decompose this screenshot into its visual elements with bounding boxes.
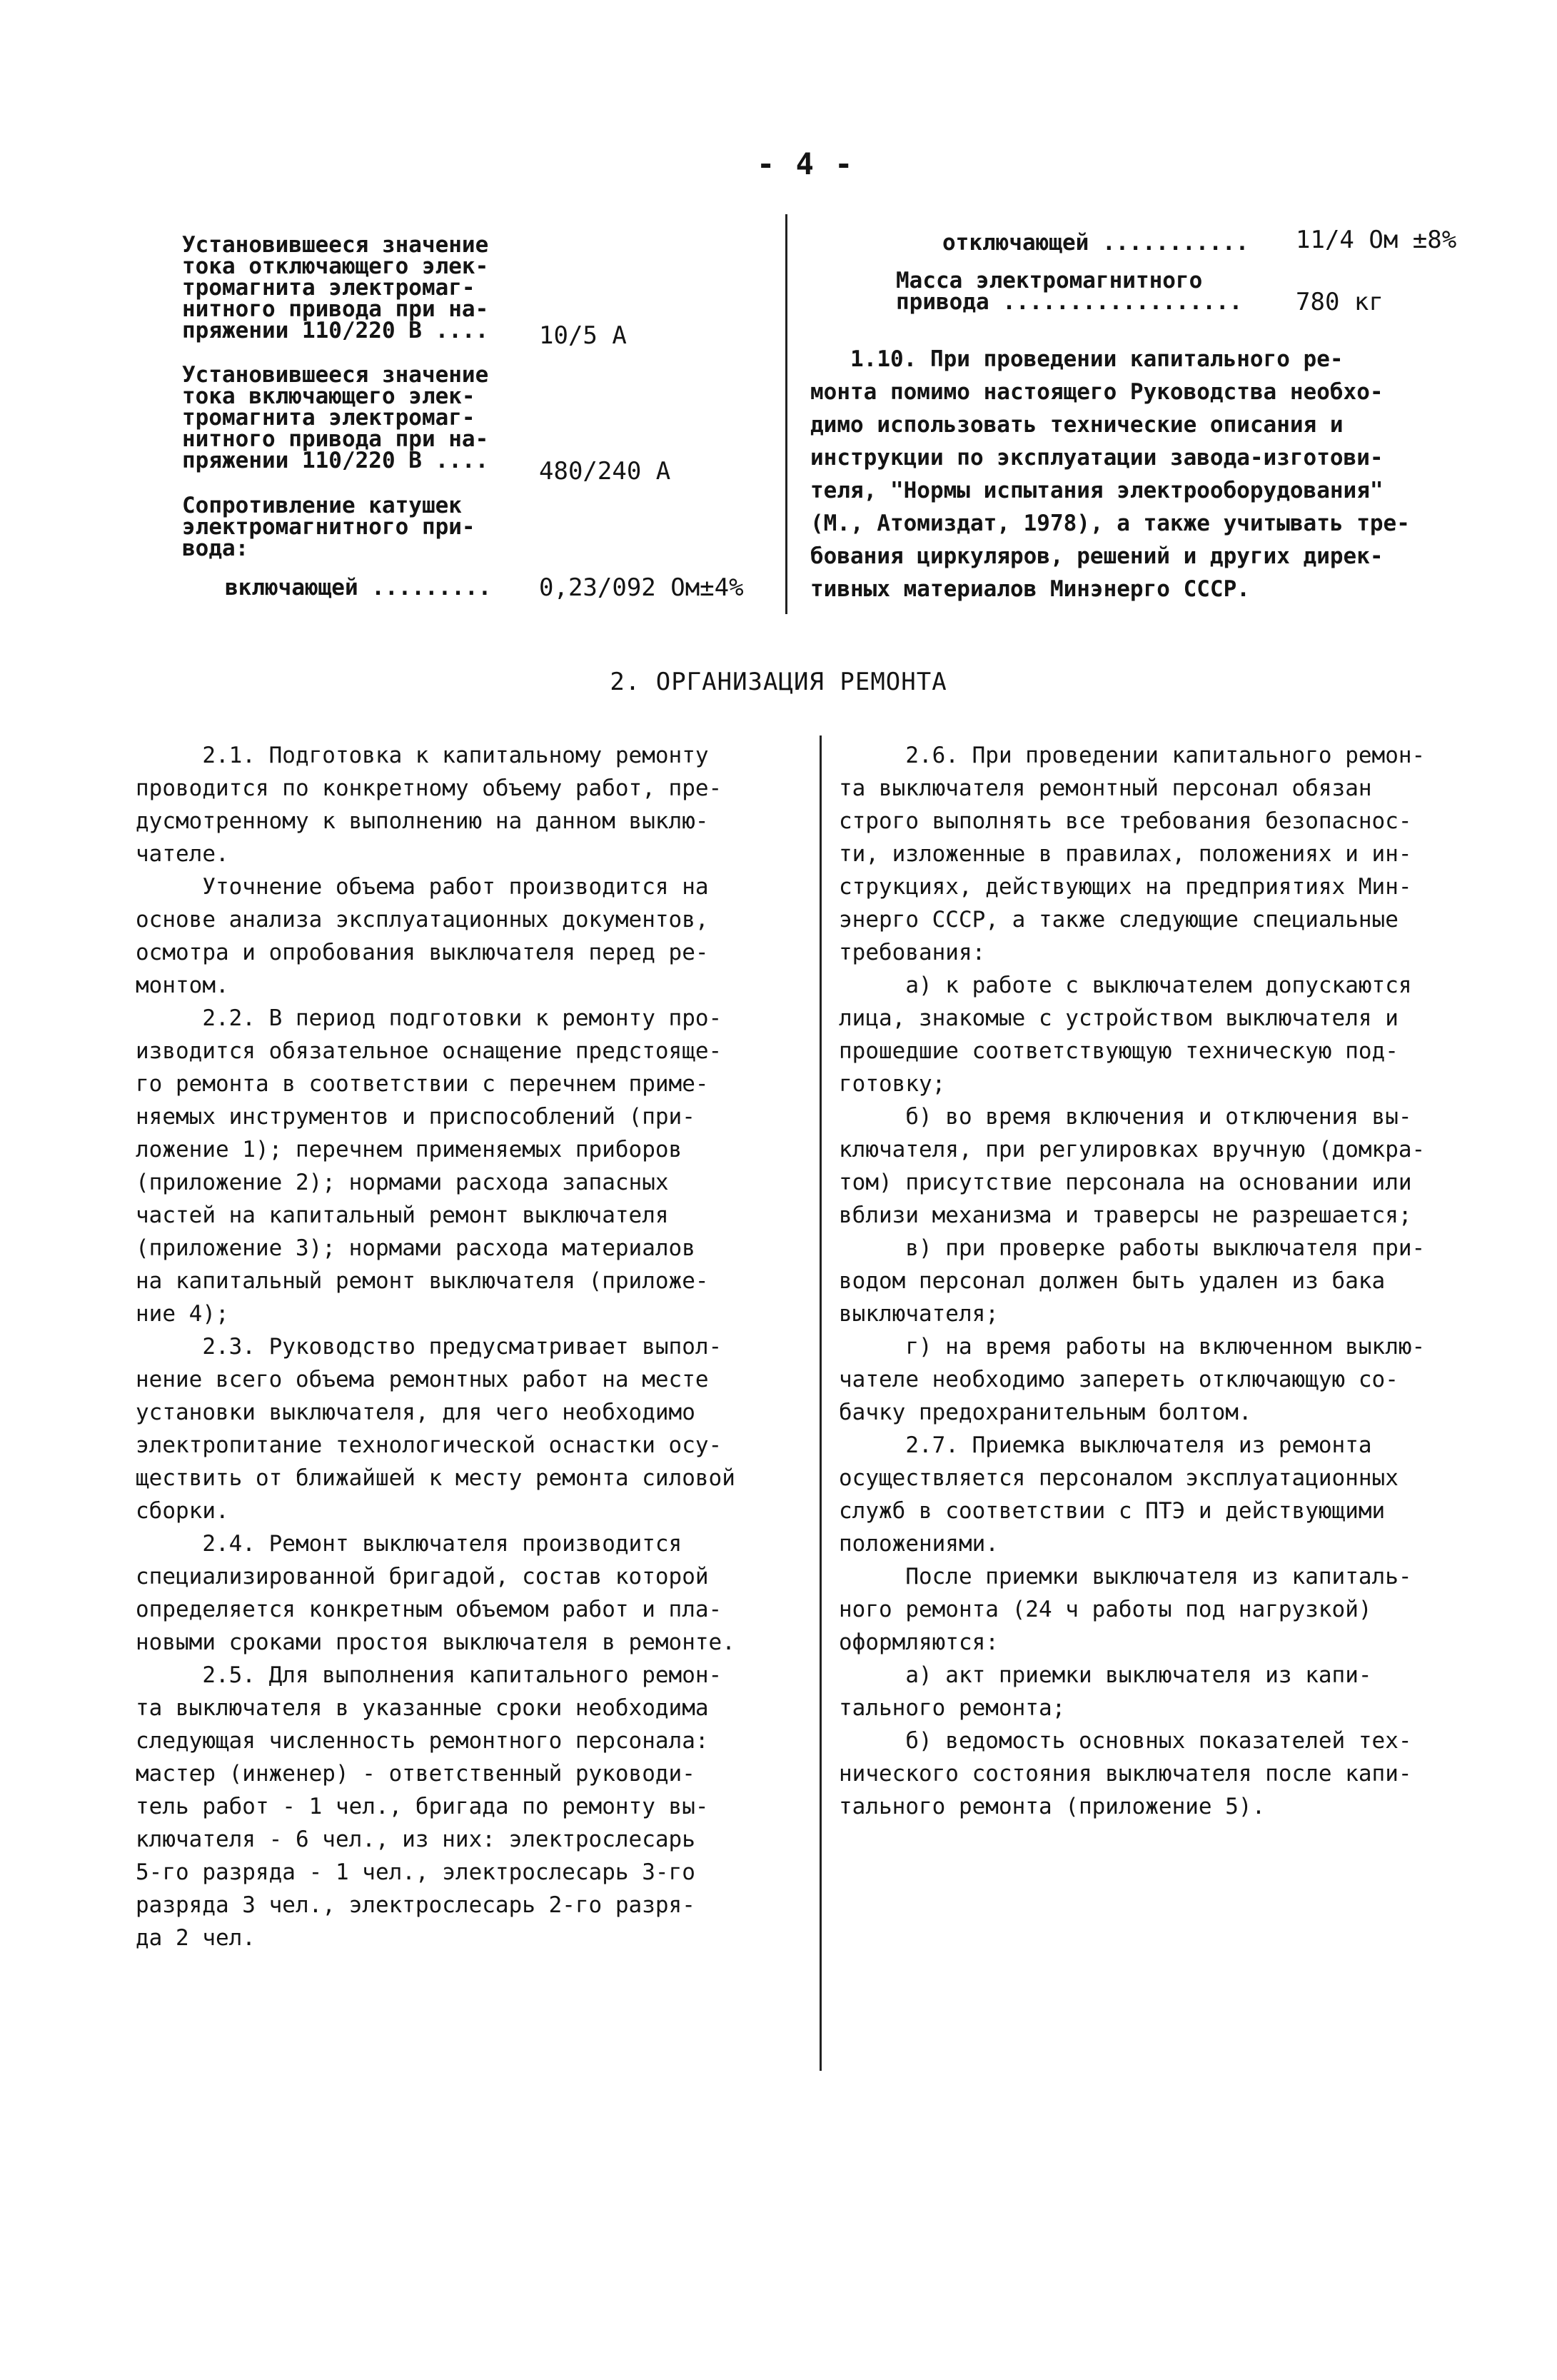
spec-value-closing-current: 480/240 А (539, 457, 671, 486)
spec-value-opening-coil: 11/4 Ом ±8% (1296, 226, 1457, 254)
section-heading: 2. ОРГАНИЗАЦИЯ РЕМОНТА (610, 668, 947, 696)
bottom-column-divider (820, 735, 822, 2071)
paragraph-2-7: 2.7. Приемка выключателя из ремонта осуществляется персоналом эксплуатационных служб в соответствии с ПТЭ и действующими положениями. (839, 1432, 1399, 1557)
paragraph-2-2: 2.2. В период подготовки к ремонту про- изводится обязательное оснащение предстояще- го ремонта в соответствии с перечнем приме- няемых инструментов и приспособлений (при- ложение 1); перечнем применяемых приборов (приложение 2); нормами расхода запасных частей на капитальный ремонт выключателя (приложение 3); нормами расхода материалов на капитальный ремонт выключателя (приложе- ние 4); (136, 1005, 722, 1327)
page-number: - 4 - (757, 146, 855, 181)
spec-value-opening-current: 10/5 А (539, 321, 627, 350)
paragraph-2-6-c: в) при проверке работы выключателя при- водом персонал должен быть удален из бака выключателя; (839, 1235, 1426, 1327)
top-column-divider (785, 214, 787, 614)
right-column (839, 739, 1425, 1823)
spec-label-opening-coil: отключающей ........... (942, 230, 1249, 256)
paragraph-2-5: 2.5. Для выполнения капитального ремон- та выключателя в указанные сроки необходима следующая численность ремонтного персонала: мастер (инженер) - ответственный руководи- тель работ - 1 чел., бригада по ремонту вы- ключателя - 6 чел., из них: электрослесарь 5-го разряда - 1 чел., электрослесарь 3-го разряда 3 чел., электрослесарь 2-го разря- да 2 чел. (136, 1662, 722, 1951)
paragraph-1-10: 1.10. При проведении капитального ре- монта помимо настоящего Руководства необхо- димо использовать технические описания и инструкции по эксплуатации завода-изготови- теля, "Нормы испытания электрооборудования" (М., Атомиздат, 1978), а также учитывать тре- бования циркуляров, решений и других дирек- тивных материалов Минэнерго СССР. (810, 346, 1410, 602)
spec-label-opening-current: Установившееся значение тока отключающего элек- тромагнита электромаг- нитного привода при на- пряжении 110/220 В .... (182, 232, 489, 343)
spec-value-closing-coil: 0,23/092 Ом±4% (539, 573, 744, 602)
spec-label-drive-mass: Масса электромагнитного привода .................. (896, 268, 1243, 315)
paragraph-2-6-b: б) во время включения и отключения вы- ключателя, при регулировках вручную (домкра- том) присутствие персонала на основании или вблизи механизма и траверсы не разрешается; (839, 1104, 1426, 1228)
paragraph-2-1: 2.1. Подготовка к капитальному ремонту проводится по конкретному объему работ, пре- дусмотренному к выполнению на данном выклю- чателе. (136, 743, 722, 867)
spec-label-closing-current: Установившееся значение тока включающего элек- тромагнита электромаг- нитного привода при на- пряжении 110/220 В .... (182, 362, 489, 473)
paragraph-2-6-a: а) к работе с выключателем допускаются лица, знакомые с устройством выключателя и прошедшие соответствующую техническую под- готовку; (839, 973, 1412, 1097)
paragraph-2-3: 2.3. Руководство предусматривает выпол- нение всего объема ремонтных работ на месте установки выключателя, для чего необходимо электропитание технологической оснастки осу- ществить от ближайшей к месту ремонта силовой сборки. (136, 1334, 735, 1524)
paragraph-2-1-clarification: Уточнение объема работ производится на основе анализа эксплуатационных документов, осмотра и опробования выключателя перед ре- монтом. (136, 874, 709, 998)
paragraph-2-7-a: а) акт приемки выключателя из капи- тального ремонта; (839, 1662, 1372, 1721)
paragraph-2-6: 2.6. При проведении капитального ремон- та выключателя ремонтный персонал обязан строго выполнять все требования безопаснос- ти, изложенные в правилах, положениях и ин- струкциях, действующих на предприятиях Мин- энерго СССР, а также следующие специальные требования: (839, 743, 1426, 965)
paragraph-2-6-d: г) на время работы на включенном выклю- чателе необходимо запереть отключающую со- бачку предохранительным болтом. (839, 1334, 1426, 1425)
paragraph-2-7-b: б) ведомость основных показателей тех- нического состояния выключателя после капи- тального ремонта (приложение 5). (839, 1728, 1412, 1819)
left-column (136, 739, 735, 1954)
spec-value-drive-mass: 780 кг (1296, 288, 1384, 316)
spec-label-coil-resistance: Сопротивление катушек электромагнитного при- вода: (182, 493, 475, 561)
paragraph-2-4: 2.4. Ремонт выключателя производится специализированной бригадой, состав которой определяется конкретным объемом работ и пла- новыми сроками простоя выключателя в ремонте. (136, 1531, 735, 1655)
spec-label-closing-coil: включающей ......... (225, 575, 492, 601)
paragraph-2-7-after-acceptance: После приемки выключателя из капиталь- ного ремонта (24 ч работы под нагрузкой) оформляются: (839, 1564, 1412, 1655)
